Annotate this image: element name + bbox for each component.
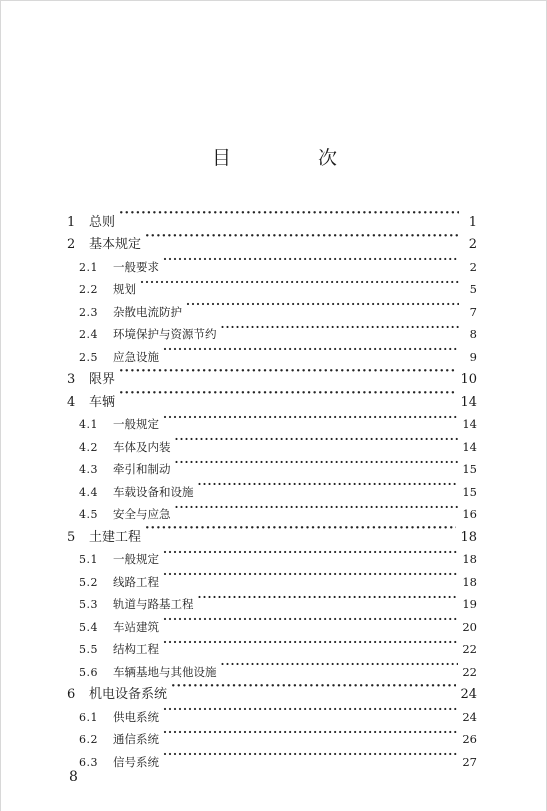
toc-entry-number: 2 bbox=[67, 237, 76, 252]
toc-entry-page-number: 18 bbox=[460, 529, 477, 545]
toc-entry-page-number: 26 bbox=[462, 732, 477, 746]
toc-entry-label: 限界 bbox=[89, 372, 116, 387]
toc-entry-number: 5.4 bbox=[79, 620, 98, 634]
toc-entry-page-number: 5 bbox=[469, 282, 477, 296]
toc-leader-dots bbox=[163, 631, 458, 654]
toc-entry-label: 一般要求 bbox=[113, 259, 159, 274]
toc-leader-dots bbox=[163, 406, 458, 429]
toc-chapter-entry[interactable] bbox=[63, 383, 477, 410]
toc-leader-dots bbox=[163, 248, 459, 271]
toc-entry-label: 车辆 bbox=[89, 394, 116, 410]
toc-entry-page-number: 9 bbox=[469, 349, 477, 364]
toc-chapter-entry[interactable] bbox=[63, 361, 477, 387]
table-of-contents bbox=[63, 203, 477, 769]
toc-leader-dots bbox=[175, 451, 459, 474]
toc-leader-dots bbox=[140, 271, 459, 294]
page-folio: 8 bbox=[69, 769, 78, 785]
toc-leader-dots bbox=[221, 653, 459, 676]
toc-entry-page-number: 2 bbox=[468, 237, 477, 252]
page-title: 目 次 bbox=[211, 147, 371, 169]
toc-entry-page-number: 20 bbox=[462, 619, 477, 634]
toc-entry-page-number: 1 bbox=[468, 214, 477, 230]
toc-entry-label: 车站建筑 bbox=[113, 619, 159, 634]
toc-entry-number: 6.2 bbox=[79, 733, 98, 746]
toc-entry-page-number: 22 bbox=[462, 642, 477, 656]
toc-entry-label: 土建工程 bbox=[89, 529, 142, 545]
toc-entry-number: 4.3 bbox=[79, 463, 98, 476]
toc-entry-number: 4.1 bbox=[79, 418, 98, 431]
toc-entry-label: 信号系统 bbox=[113, 754, 159, 769]
toc-entry-label: 环境保护与资源节约 bbox=[113, 327, 217, 341]
toc-entry-number: 2.4 bbox=[79, 328, 98, 341]
toc-leader-dots bbox=[163, 563, 458, 586]
toc-entry-page-number: 8 bbox=[469, 327, 477, 341]
toc-entry-number: 2.1 bbox=[79, 260, 98, 274]
toc-entry-label: 一般规定 bbox=[113, 552, 159, 566]
toc-leader-dots bbox=[198, 586, 459, 609]
toc-entry-number: 5 bbox=[67, 529, 76, 545]
toc-leader-dots bbox=[119, 203, 459, 226]
toc-leader-dots bbox=[163, 743, 458, 766]
toc-entry-label: 车载设备和设施 bbox=[113, 484, 194, 499]
toc-entry-label: 杂散电流防护 bbox=[113, 304, 182, 319]
toc-leader-dots bbox=[163, 608, 458, 631]
toc-entry-number: 4.2 bbox=[79, 440, 98, 454]
toc-leader-dots bbox=[186, 293, 459, 316]
toc-leader-dots bbox=[119, 383, 456, 406]
toc-entry-page-number: 14 bbox=[462, 439, 477, 454]
toc-section-entry[interactable] bbox=[63, 406, 477, 429]
toc-entry-number: 4.4 bbox=[79, 485, 98, 499]
toc-entry-page-number: 15 bbox=[462, 462, 477, 476]
toc-entry-label: 应急设施 bbox=[113, 349, 159, 364]
toc-entry-number: 6.1 bbox=[79, 710, 98, 724]
toc-entry-page-number: 15 bbox=[462, 484, 477, 499]
toc-chapter-entry[interactable] bbox=[63, 203, 477, 230]
toc-chapter-entry[interactable] bbox=[63, 226, 477, 252]
toc-leader-dots bbox=[171, 676, 456, 699]
toc-entry-number: 5.1 bbox=[79, 553, 98, 566]
toc-entry-label: 轨道与路基工程 bbox=[113, 597, 194, 611]
toc-entry-number: 2.2 bbox=[79, 283, 98, 296]
toc-entry-page-number: 18 bbox=[462, 552, 477, 566]
toc-leader-dots bbox=[145, 518, 456, 541]
toc-entry-page-number: 14 bbox=[462, 417, 477, 431]
toc-entry-number: 4.5 bbox=[79, 508, 98, 521]
toc-entry-page-number: 7 bbox=[469, 304, 477, 319]
toc-entry-page-number: 24 bbox=[460, 687, 477, 702]
toc-entry-number: 3 bbox=[67, 372, 76, 387]
toc-entry-page-number: 16 bbox=[462, 507, 477, 521]
toc-entry-label: 一般规定 bbox=[113, 417, 159, 431]
toc-entry-page-number: 10 bbox=[460, 372, 477, 387]
toc-entry-page-number: 27 bbox=[462, 754, 477, 769]
toc-entry-number: 2.3 bbox=[79, 305, 98, 319]
toc-entry-label: 总则 bbox=[89, 214, 116, 230]
toc-entry-page-number: 24 bbox=[462, 709, 477, 724]
toc-entry-label: 牵引和制动 bbox=[113, 462, 171, 476]
toc-entry-label: 基本规定 bbox=[89, 237, 142, 252]
toc-leader-dots bbox=[163, 721, 458, 744]
toc-entry-label: 通信系统 bbox=[113, 732, 159, 746]
toc-leader-dots bbox=[163, 541, 458, 564]
toc-entry-number: 5.3 bbox=[79, 598, 98, 611]
toc-entry-label: 机电设备系统 bbox=[89, 687, 168, 702]
toc-leader-dots bbox=[145, 226, 459, 249]
toc-leader-dots bbox=[163, 338, 459, 361]
toc-entry-label: 结构工程 bbox=[113, 642, 159, 656]
toc-entry-number: 5.5 bbox=[79, 643, 98, 656]
toc-leader-dots bbox=[175, 428, 459, 451]
toc-entry-page-number: 22 bbox=[462, 664, 477, 679]
toc-entry-number: 5.6 bbox=[79, 665, 98, 679]
toc-leader-dots bbox=[119, 361, 456, 384]
toc-entry-number: 1 bbox=[67, 214, 76, 230]
toc-entry-page-number: 2 bbox=[469, 259, 477, 274]
toc-leader-dots bbox=[198, 473, 459, 496]
toc-entry-number: 6 bbox=[67, 687, 76, 702]
toc-entry-label: 线路工程 bbox=[113, 574, 159, 589]
toc-entry-page-number: 18 bbox=[462, 574, 477, 589]
toc-entry-label: 供电系统 bbox=[113, 709, 159, 724]
toc-leader-dots bbox=[163, 698, 458, 721]
toc-entry-label: 车辆基地与其他设施 bbox=[113, 664, 217, 679]
toc-entry-page-number: 14 bbox=[460, 394, 477, 410]
toc-entry-label: 安全与应急 bbox=[113, 507, 171, 521]
toc-entry-number: 6.3 bbox=[79, 755, 98, 769]
toc-leader-dots bbox=[175, 496, 459, 519]
toc-entry-number: 5.2 bbox=[79, 575, 98, 589]
toc-entry-number: 4 bbox=[67, 394, 76, 410]
toc-entry-number: 2.5 bbox=[79, 350, 98, 364]
toc-entry-label: 车体及内装 bbox=[113, 439, 171, 454]
toc-leader-dots bbox=[221, 316, 460, 339]
toc-entry-page-number: 19 bbox=[462, 597, 477, 611]
toc-entry-label: 规划 bbox=[113, 282, 136, 296]
